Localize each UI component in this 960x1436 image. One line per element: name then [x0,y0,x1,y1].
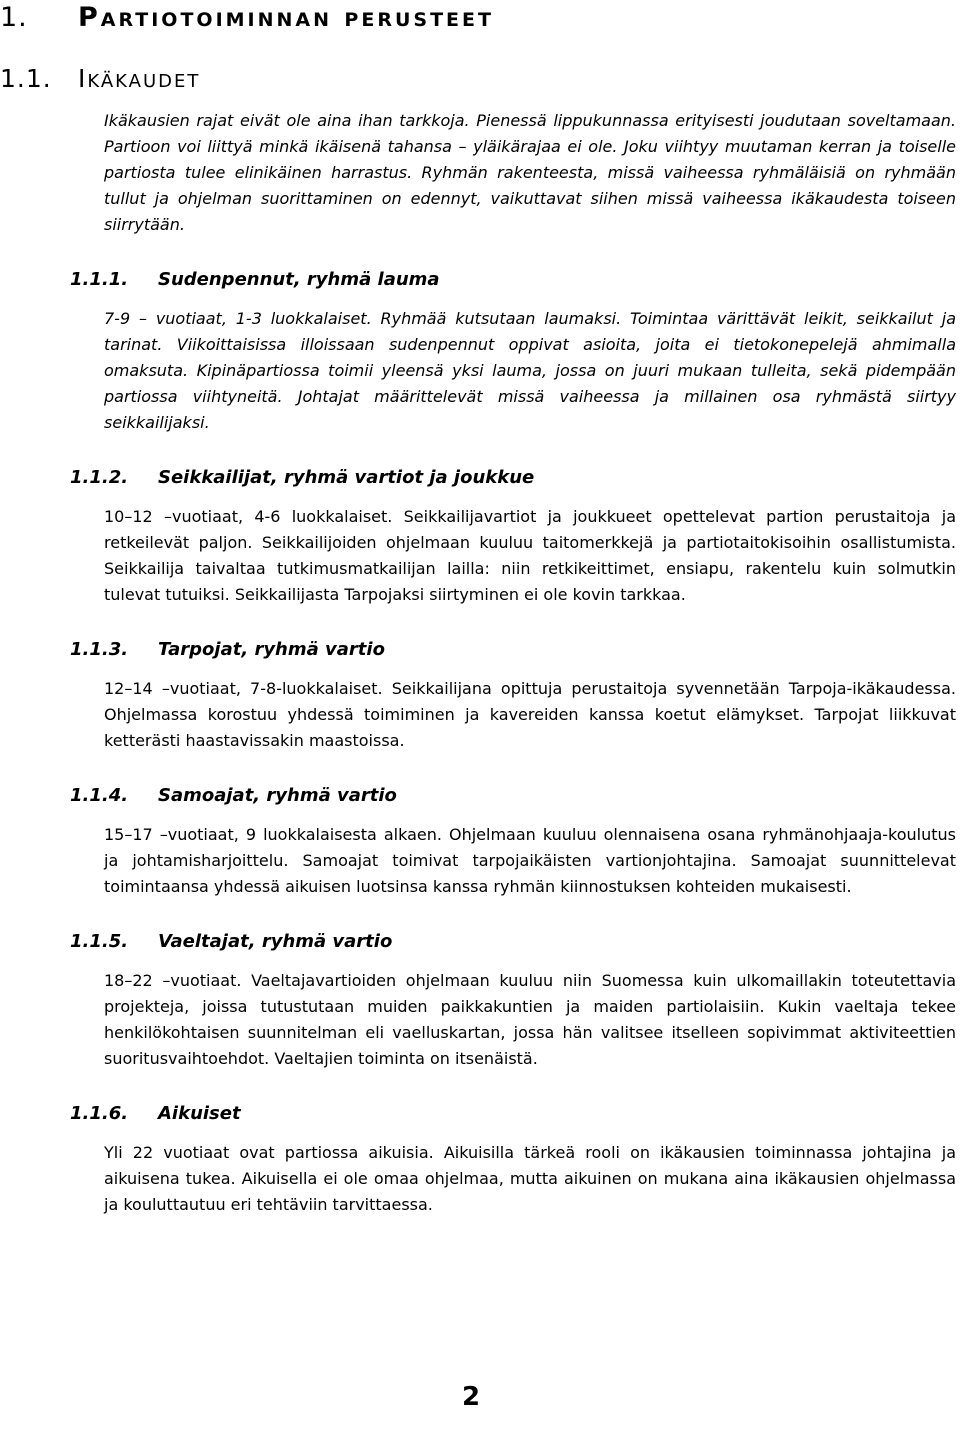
subsection-heading [70,268,956,292]
subsection-number: 1.1.6. [70,1103,129,1124]
subsection-body: Yli 22 vuotiaat ovat partiossa aikuisia. Aikuisilla tärkeä rooli on ikäkausien toiminnassa johtajina ja aikuisena tukea. Aikuisella ei ole omaa ohjelmaa, mutta aikuinen on mukana aina ikäkausien ohjelmassa ja kouluttautuu eri tehtäviin tarvittaessa. [104,1143,956,1214]
page-number: 2 [462,1382,481,1412]
subsection-body: 7-9 – vuotiaat, 1-3 luokkalaiset. Ryhmää kutsutaan laumaksi. Toimintaa värittävät leikit, seikkailut ja tarinat. Viikoittaisissa illoissaan sudenpennut oppivat asioita, joita ei tietokonepelejä ahmimalla omaksuta. Kipinäpartiossa toimii yleensä yksi lauma, jossa on juuri mukaan tulleita, sekä pidempään partiossa viihtyneitä. Johtajat määrittelevät missä vaiheessa ja millainen osa ryhmästä siirtyy seikkailijaksi. [104,309,956,432]
subsection-heading [70,1102,956,1126]
subsection-vaeltajat [70,930,956,1072]
section-number: 1.1. [0,64,52,93]
subsection-number: 1.1.4. [70,785,129,806]
subsection-body: 10–12 –vuotiaat, 4-6 luokkalaiset. Seikkailijavartiot ja joukkueet opettelevat partion perustaitoja ja retkeilevät paljon. Seikkailijoiden ohjelmaan kuuluu taitomerkkejä ja partiotaitokisoihin osallistumista. Seikkailija taivaltaa tutkimusmatkailijan lailla: niin retkikeittimet, ensiapu, rakentelu kuin solmutkin tulevat tutuiksi. Seikkailijasta Tarpojaksi siirtyminen ei ole kovin tarkkaa. [104,507,956,604]
subsection-heading [70,930,956,954]
subsection-number: 1.1.1. [70,269,129,290]
subsection-title: Vaeltajat, ryhmä vartio [158,931,393,952]
subsection-samoajat [70,784,956,900]
chapter-title: Partiotoiminnan perusteet [78,2,494,33]
subsection-number: 1.1.5. [70,931,129,952]
subsection-body: 12–14 –vuotiaat, 7-8-luokkalaiset. Seikkailijana opittuja perustaitoja syvennetään Tarpoja-ikäkaudessa. Ohjelmassa korostuu yhdessä toimiminen ja kavereiden kanssa koetut elämykset. Tarpojat liikkuvat ketterästi haastavissakin maastoissa. [104,679,956,750]
subsection-title: Aikuiset [158,1103,241,1124]
section-heading [0,64,200,93]
subsection-sudenpennut [70,268,956,436]
subsection-title: Sudenpennut, ryhmä lauma [158,269,440,290]
chapter-heading [0,2,494,33]
subsection-heading [70,638,956,662]
subsection-body: 18–22 –vuotiaat. Vaeltajavartioiden ohjelmaan kuuluu niin Suomessa kuin ulkomaillakin toteutettavia projekteja, joissa tutustutaan muiden paikkakuntien ja maiden partiolaisiin. Kukin vaeltaja tekee henkilökohtaisen suunnitelman eli vaelluskartan, jossa hän valitsee itselleen sopivimmat aktiviteettien suoritusvaihtoehdot. Vaeltajien toiminta on itsenäistä. [104,971,956,1068]
subsection-seikkailijat [70,466,956,608]
subsection-heading [70,466,956,490]
chapter-number: 1. [0,2,28,33]
subsection-title: Samoajat, ryhmä vartio [158,785,397,806]
subsection-title: Seikkailijat, ryhmä vartiot ja joukkue [158,467,535,488]
subsection-title: Tarpojat, ryhmä vartio [158,639,385,660]
section-title: Ikäkaudet [78,64,201,93]
subsection-number: 1.1.2. [70,467,129,488]
subsection-heading [70,784,956,808]
intro-paragraph: Ikäkausien rajat eivät ole aina ihan tarkkoja. Pienessä lippukunnassa erityisesti joudutaan soveltamaan. Partioon voi liittyä minkä ikäisenä tahansa – yläikärajaa ei ole. Joku viihtyy muutaman kerran ja toiselle partiosta tulee elinikäinen harrastus. Ryhmän rakenteesta, missä vaiheessa ryhmäläisiä on ryhmään tullut ja ohjelman suorittaminen on edennyt, vaikuttavat siihen missä vaiheessa ikäkaudesta toiseen siirrytään. [104,111,956,234]
subsection-number: 1.1.3. [70,639,129,660]
main-content [70,108,956,1218]
subsection-tarpojat [70,638,956,754]
subsection-body: 15–17 –vuotiaat, 9 luokkalaisesta alkaen. Ohjelmaan kuuluu olennaisena osana ryhmänohjaaja-koulutus ja johtamisharjoittelu. Samoajat toimivat tarpojaikäisten vartionjohtajina. Samoajat suunnittelevat toimintaansa yhdessä aikuisen luotsinsa kanssa ryhmän kiinnostuksen kohteiden mukaisesti. [104,825,956,896]
subsection-aikuiset [70,1102,956,1218]
